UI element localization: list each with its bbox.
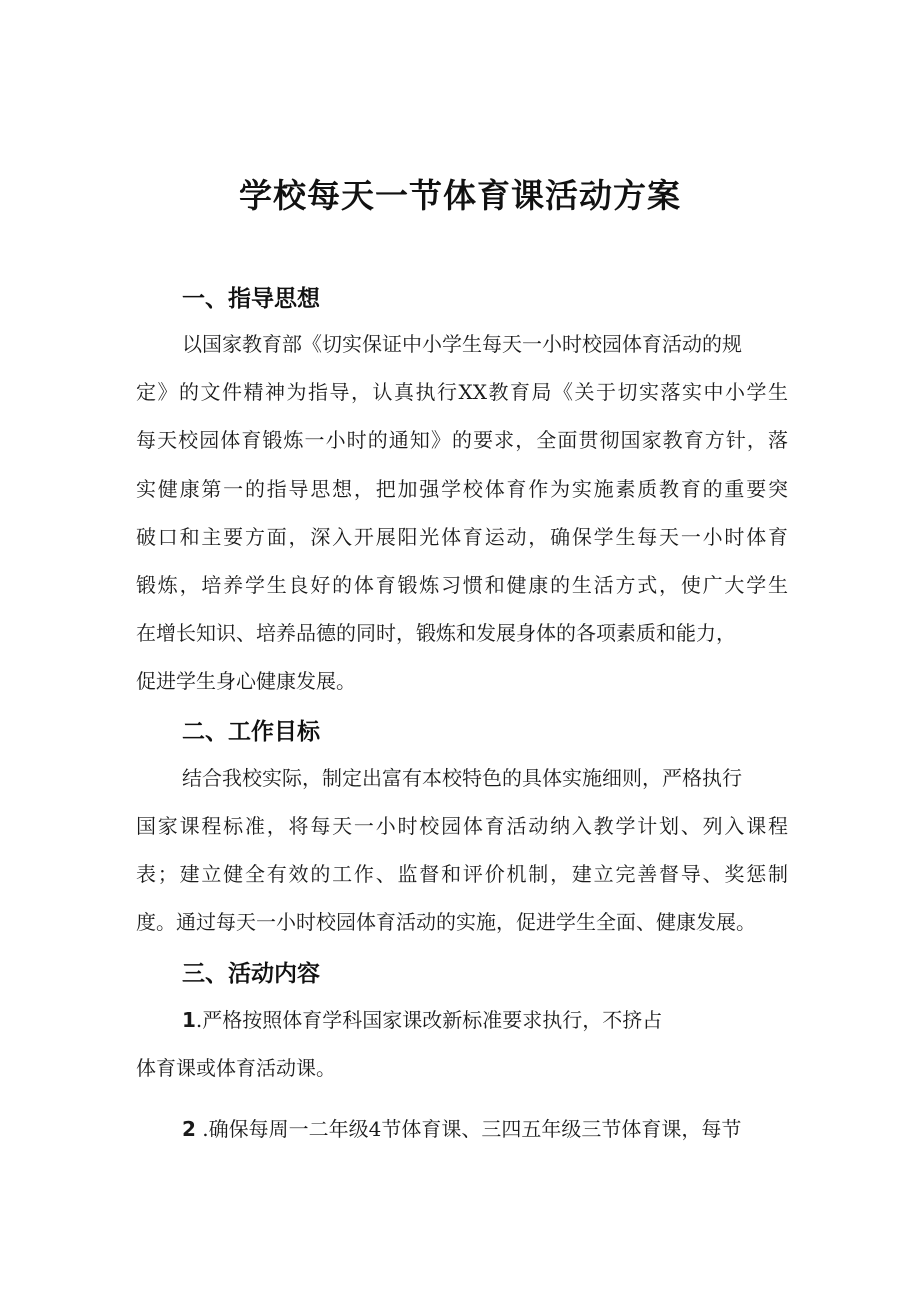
- paragraph-line: 定》的文件精神为指导，认真执行XX教育局《关于切实落实中小学生: [136, 380, 788, 404]
- section-heading-work-goals: 二、工作目标: [182, 719, 320, 745]
- paragraph-line: 每天校园体育锻炼一小时的通知》的要求，全面贯彻国家教育方针，落: [136, 428, 788, 452]
- document-title: 学校每天一节体育课活动方案: [239, 176, 681, 215]
- paragraph-line: 锻炼，培养学生良好的体育锻炼习惯和健康的生活方式，使广大学生: [136, 573, 788, 597]
- list-item-2: [182, 1113, 741, 1142]
- list-item-number: 2: [182, 1117, 196, 1141]
- paragraph-line: 实健康第一的指导思想，把加强学校体育作为实施素质教育的重要突: [136, 477, 788, 501]
- paragraph-line: 促进学生身心健康发展。: [136, 669, 356, 693]
- list-item-1: [182, 1004, 662, 1033]
- paragraph-line: 度。通过每天一小时校园体育活动的实施，促进学生全面、健康发展。: [136, 910, 756, 934]
- section-heading-guiding-ideology: 一、指导思想: [182, 286, 320, 312]
- list-item-text: .严格按照体育学科国家课改新标准要求执行，不挤占: [195, 1008, 663, 1032]
- paragraph-line: 结合我校实际，制定出富有本校特色的具体实施细则，严格执行: [182, 766, 742, 790]
- section-heading-activity-content: 三、活动内容: [182, 961, 320, 987]
- list-item-number: 1: [182, 1008, 196, 1032]
- paragraph-line: 国家课程标准，将每天一小时校园体育活动纳入教学计划、列入课程: [136, 814, 788, 838]
- paragraph-line: 表；建立健全有效的工作、监督和评价机制，建立完善督导、奖惩制: [136, 862, 788, 886]
- paragraph-line: 在增长知识、培养品德的同时，锻炼和发展身体的各项素质和能力，: [136, 621, 736, 645]
- paragraph-line: 以国家教育部《切实保证中小学生每天一小时校园体育活动的规: [182, 332, 742, 356]
- paragraph-line: 破口和主要方面，深入开展阳光体育运动，确保学生每天一小时体育: [136, 525, 788, 549]
- list-item-text: .确保每周一二年级4节体育课、三四五年级三节体育课，每节: [202, 1117, 742, 1141]
- list-item-continuation: 体育课或体育活动课。: [136, 1056, 336, 1080]
